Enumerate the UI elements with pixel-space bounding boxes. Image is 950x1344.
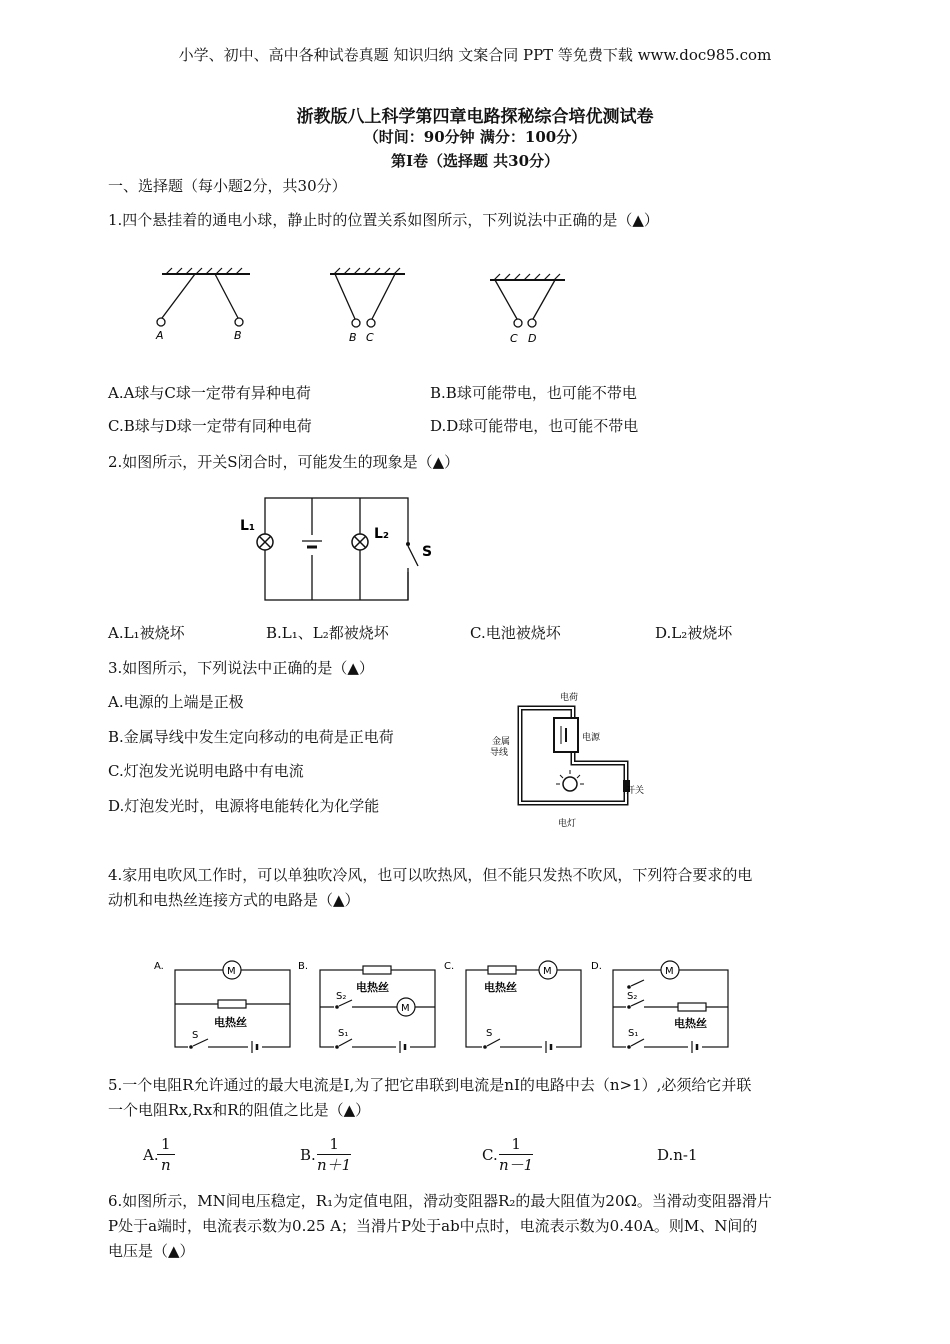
q2-figure bbox=[238, 490, 448, 605]
q4b-motor: M bbox=[401, 1003, 410, 1014]
q5-stem-line1: 5.一个电阻R允许通过的最大电流是I,为了把它串联到电流是nI的电路中去（n>1）,必须给它并联 bbox=[108, 1076, 752, 1094]
q1-option-a: A.A球与C球一定带有异种电荷 bbox=[108, 384, 311, 402]
q1-option-b: B.B球可能带电，也可能不带电 bbox=[430, 384, 637, 402]
q4a-motor: M bbox=[227, 966, 236, 977]
q1-label-d: D bbox=[528, 332, 537, 345]
q5-option-c-label: C. bbox=[482, 1146, 498, 1164]
q6-line2: P处于a端时，电流表示数为0.25 A；当滑片P处于ab中点时，电流表示数为0.40A。则M、N间的 bbox=[108, 1217, 758, 1235]
q2-option-c: C.电池被烧坏 bbox=[470, 624, 561, 642]
page-header: 小学、初中、高中各种试卷真题 知识归纳 文案合同 PPT 等免费下载 www.doc985.com bbox=[178, 46, 772, 64]
q3-label-wire1: 金属 bbox=[492, 737, 511, 747]
q4-stem-line1: 4.家用电吹风工作时，可以单独吹冷风，也可以吹热风，但不能只发热不吹风，下列符合要求的电 bbox=[108, 866, 753, 884]
q4-label-c: C. bbox=[444, 961, 455, 972]
q2-option-a: A.L₁被烧坏 bbox=[108, 624, 185, 642]
q6-line3: 电压是（▲） bbox=[108, 1242, 195, 1260]
q4d-s1: S₁ bbox=[628, 1028, 639, 1039]
q4-label-d: D. bbox=[591, 961, 602, 972]
q5-c-num: 1 bbox=[499, 1134, 533, 1155]
q4c-heater: 电热丝 bbox=[484, 981, 517, 994]
q6-line1: 6.如图所示，MN间电压稳定，R₁为定值电阻，滑动变阻器R₂的最大阻值为20Ω。当滑动变阻器滑片 bbox=[108, 1192, 772, 1210]
q5-c-den: n－1 bbox=[499, 1156, 534, 1174]
q5-option-d: D.n-1 bbox=[657, 1146, 698, 1164]
q4b-s2: S₂ bbox=[336, 991, 347, 1002]
q4a-heater: 电热丝 bbox=[214, 1016, 247, 1029]
q2-stem: 2.如图所示，开关S闭合时，可能发生的现象是（▲） bbox=[108, 453, 460, 471]
q3-stem: 3.如图所示，下列说法中正确的是（▲） bbox=[108, 659, 374, 677]
q2-option-d: D.L₂被烧坏 bbox=[655, 624, 733, 642]
q3-label-source: 电源 bbox=[582, 733, 601, 743]
q5-option-b-label: B. bbox=[300, 1146, 316, 1164]
q5-option-b-fraction bbox=[317, 1134, 351, 1175]
q4a-s: S bbox=[192, 1030, 199, 1041]
q2-label-l1: L₁ bbox=[240, 518, 256, 534]
q1-figure bbox=[150, 266, 570, 346]
q3-label-charge: 电荷 bbox=[560, 693, 579, 703]
q5-a-num: 1 bbox=[157, 1134, 175, 1155]
q3-option-d: D.灯泡发光时，电源将电能转化为化学能 bbox=[108, 797, 380, 815]
q3-figure bbox=[488, 688, 648, 830]
q2-option-b: B.L₁、L₂都被烧坏 bbox=[266, 624, 389, 642]
q4c-s: S bbox=[486, 1028, 493, 1039]
q1-label-c2: C bbox=[510, 332, 518, 345]
q5-b-den: n＋1 bbox=[317, 1156, 352, 1174]
q4-label-b: B. bbox=[298, 961, 309, 972]
q5-a-den: n bbox=[160, 1156, 171, 1174]
q4d-heater: 电热丝 bbox=[674, 1017, 707, 1030]
q4c-motor: M bbox=[543, 966, 552, 977]
q2-label-s: S bbox=[422, 544, 433, 560]
q5-stem-line2: 一个电阻Rx,Rx和R的阻值之比是（▲） bbox=[108, 1101, 371, 1119]
part-title: 第Ⅰ卷（选择题 共30分） bbox=[390, 152, 560, 170]
q4d-s2: S₂ bbox=[627, 991, 638, 1002]
q4-stem-line2: 动机和电热丝连接方式的电路是（▲） bbox=[108, 891, 360, 909]
q1-option-d: D.D球可能带电，也可能不带电 bbox=[430, 417, 639, 435]
paper-title: 浙教版八上科学第四章电路探秘综合培优测试卷 bbox=[296, 107, 654, 127]
q3-label-switch: 开关 bbox=[626, 786, 645, 796]
q5-option-c-fraction bbox=[499, 1134, 533, 1175]
q1-label-c: C bbox=[366, 331, 374, 344]
q5-option-a-fraction bbox=[157, 1134, 175, 1175]
section-heading: 一、选择题（每小题2分，共30分） bbox=[108, 177, 347, 195]
q1-label-b: B bbox=[234, 329, 242, 342]
q3-option-a: A.电源的上端是正极 bbox=[108, 693, 244, 711]
q3-label-wire2: 导线 bbox=[490, 748, 509, 758]
q1-option-c: C.B球与D球一定带有同种电荷 bbox=[108, 417, 312, 435]
q1-stem: 1.四个悬挂着的通电小球，静止时的位置关系如图所示，下列说法中正确的是（▲） bbox=[108, 211, 659, 229]
q1-label-a: A bbox=[156, 329, 164, 342]
q3-option-c: C.灯泡发光说明电路中有电流 bbox=[108, 762, 304, 780]
q5-b-num: 1 bbox=[317, 1134, 351, 1155]
time-line: （时间：90分钟 满分：100分） bbox=[363, 128, 587, 146]
q3-label-lamp: 电灯 bbox=[558, 819, 577, 829]
q1-label-b2: B bbox=[349, 331, 357, 344]
q4b-s1: S₁ bbox=[338, 1028, 349, 1039]
q3-option-b: B.金属导线中发生定向移动的电荷是正电荷 bbox=[108, 728, 394, 746]
q4-figure bbox=[148, 952, 748, 1062]
q4b-heater: 电热丝 bbox=[356, 981, 389, 994]
q4-label-a: A. bbox=[154, 961, 164, 972]
q2-label-l2: L₂ bbox=[374, 526, 390, 542]
q5-option-a-label: A. bbox=[143, 1146, 159, 1164]
q4d-motor: M bbox=[665, 966, 674, 977]
